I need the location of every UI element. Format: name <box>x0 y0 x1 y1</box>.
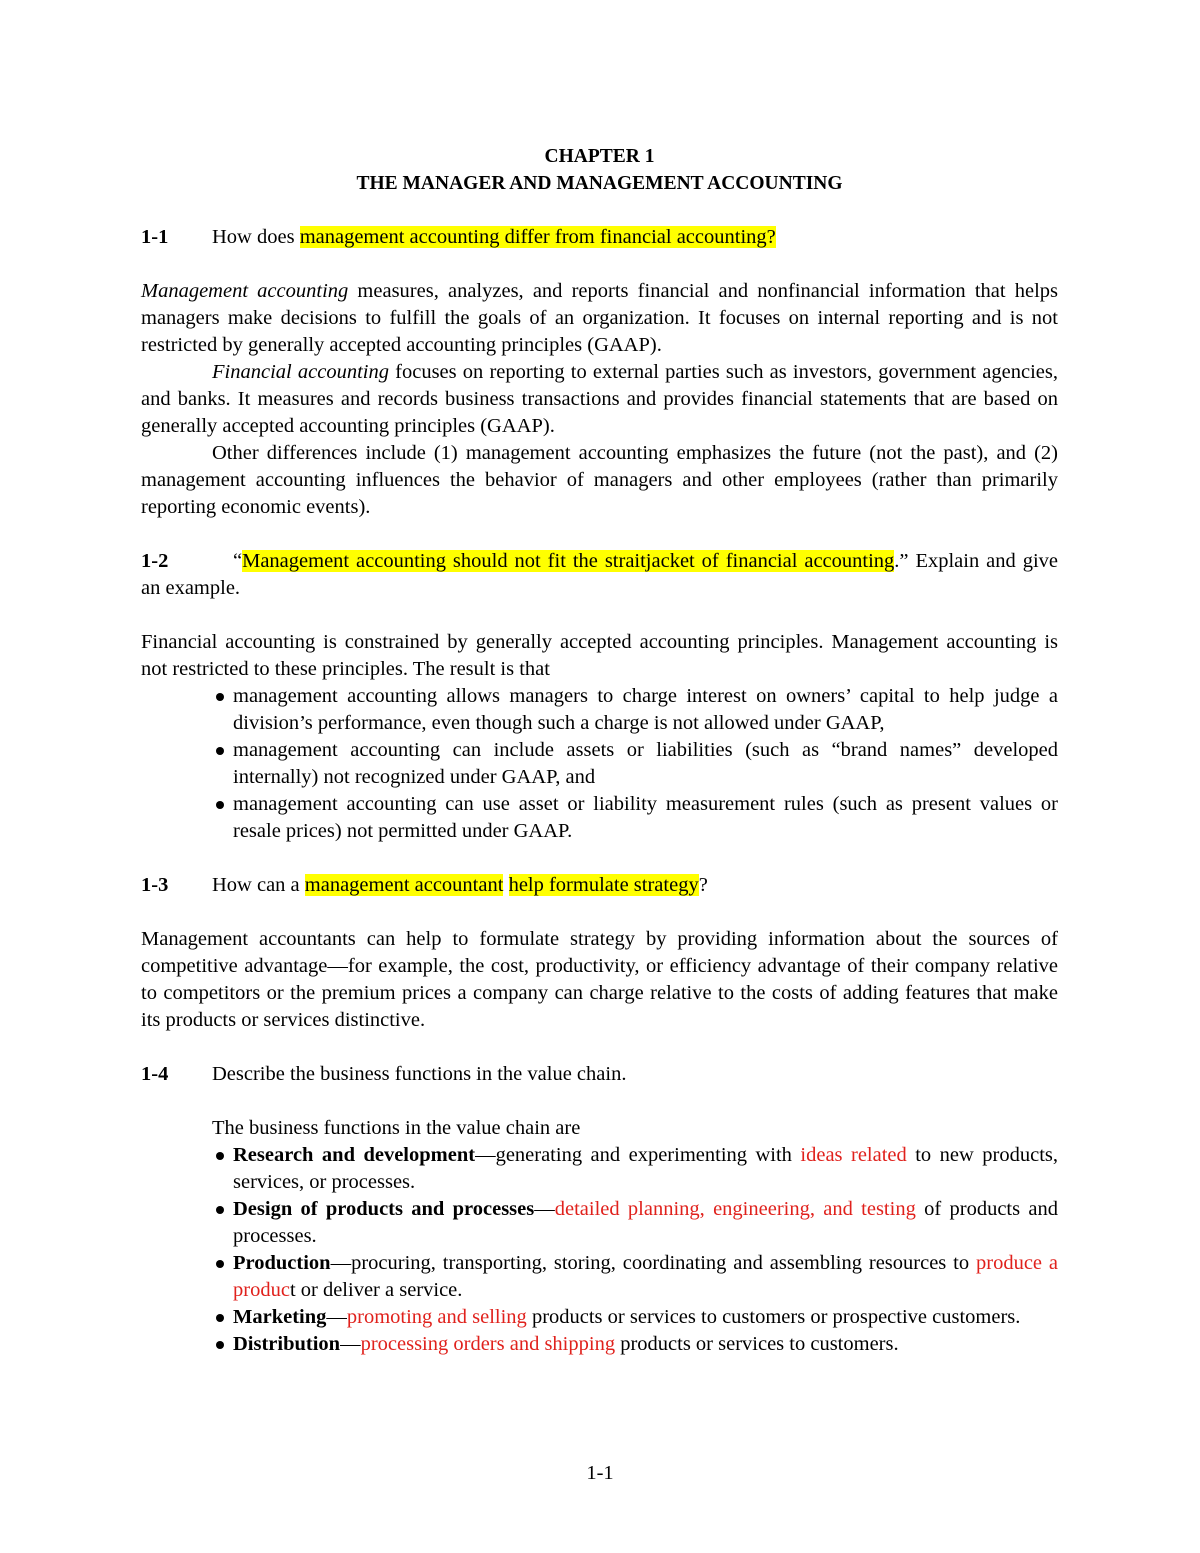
answer-paragraph: Management accounting measures, analyzes, and reports financial and nonfinancial information that helps managers make decisions to fulfill the goals of an organization. It focuses on internal reporting and is not restricted by generally accepted accounting principles (GAAP). <box>141 280 1058 356</box>
question-1-4 <box>141 1061 1058 1088</box>
bullet-list <box>141 683 1058 845</box>
function-term: Marketing <box>233 1306 327 1328</box>
list-item: Research and development—generating and experimenting with ideas related to new products, services, or processes. <box>233 1142 1058 1196</box>
list-item: management accounting can use asset or liability measurement rules (such as present values or resale prices) not permitted under GAAP. <box>233 791 1058 845</box>
highlighted-text: management accountant <box>304 874 504 896</box>
red-text: produce a produc <box>233 1252 1059 1301</box>
red-text: promoting and selling <box>346 1306 527 1328</box>
question-text-prefix: How does <box>212 226 300 248</box>
answer-paragraph: Financial accounting is constrained by generally accepted accounting principles. Management accounting is not restricted to these principles. The result is that <box>141 631 1058 680</box>
question-1-1 <box>141 224 1058 251</box>
question-1-2: 1-2 “Management accounting should not fit the straitjacket of financial accounting.” Explain and give an example. <box>141 550 1058 599</box>
question-number: 1-2 <box>141 550 169 572</box>
list-item: Distribution—processing orders and shipping products or services to customers. <box>233 1331 1058 1358</box>
highlighted-text: Management accounting should not fit the straitjacket of financial accounting <box>242 550 895 572</box>
answer-intro: The business functions in the value chain are <box>212 1117 581 1139</box>
list-item: Marketing—promoting and selling products or services to customers or prospective customers. <box>233 1304 1058 1331</box>
function-term: Distribution <box>233 1333 341 1355</box>
function-term: Research and development <box>233 1144 476 1166</box>
term-italic: Financial accounting <box>212 361 389 383</box>
list-item: management accounting allows managers to charge interest on owners’ capital to help judge a division’s performance, even though such a charge is not allowed under GAAP, <box>233 683 1058 737</box>
highlighted-text: help formulate strategy <box>508 874 699 896</box>
list-item: Design of products and processes—detailed planning, engineering, and testing of products and processes. <box>233 1196 1058 1250</box>
list-item: Production—procuring, transporting, storing, coordinating and assembling resources to produce a product or deliver a service. <box>233 1250 1058 1304</box>
document-page <box>141 143 1058 1358</box>
red-text: ideas related <box>800 1144 907 1166</box>
highlighted-text: management accounting differ from financial accounting? <box>299 226 776 248</box>
value-chain-list <box>141 1142 1058 1358</box>
red-text: detailed planning, engineering, and testing <box>554 1198 916 1220</box>
answer-paragraph: Other differences include (1) management accounting emphasizes the future (not the past), and (2) management accounting influences the behavior of managers and other employees (rather than primarily reporting economic events). <box>141 442 1058 518</box>
red-text: processing orders and shipping <box>360 1333 616 1355</box>
question-number: 1-4 <box>141 1063 169 1085</box>
question-1-3: 1-3 How can a management accountant help formulate strategy? <box>141 872 1058 899</box>
list-item: management accounting can include assets or liabilities (such as “brand names” developed internally) not recognized under GAAP, and <box>233 737 1058 791</box>
chapter-title: THE MANAGER AND MANAGEMENT ACCOUNTING <box>356 173 843 194</box>
question-number: 1-1 <box>141 226 169 248</box>
answer-paragraph: Financial accounting focuses on reporting to external parties such as investors, government agencies, and banks. It measures and records business transactions and provides financial statements that are based on generally accepted accounting principles (GAAP). <box>141 361 1058 437</box>
function-term: Production <box>233 1252 331 1274</box>
answer-paragraph: Management accountants can help to formulate strategy by providing information about the sources of competitive advantage—for example, the cost, productivity, or efficiency advantage of their company relative to competitors or the premium prices a company can charge relative to the costs of adding features that make its products or services distinctive. <box>141 928 1058 1031</box>
function-term: Design of products and processes <box>233 1198 535 1220</box>
term-italic: Management accounting <box>141 280 349 302</box>
page-number: 1-1 <box>586 1462 614 1484</box>
chapter-heading: CHAPTER 1 <box>544 146 655 167</box>
question-text: Describe the business functions in the value chain. <box>212 1063 627 1085</box>
question-number: 1-3 <box>141 874 169 896</box>
